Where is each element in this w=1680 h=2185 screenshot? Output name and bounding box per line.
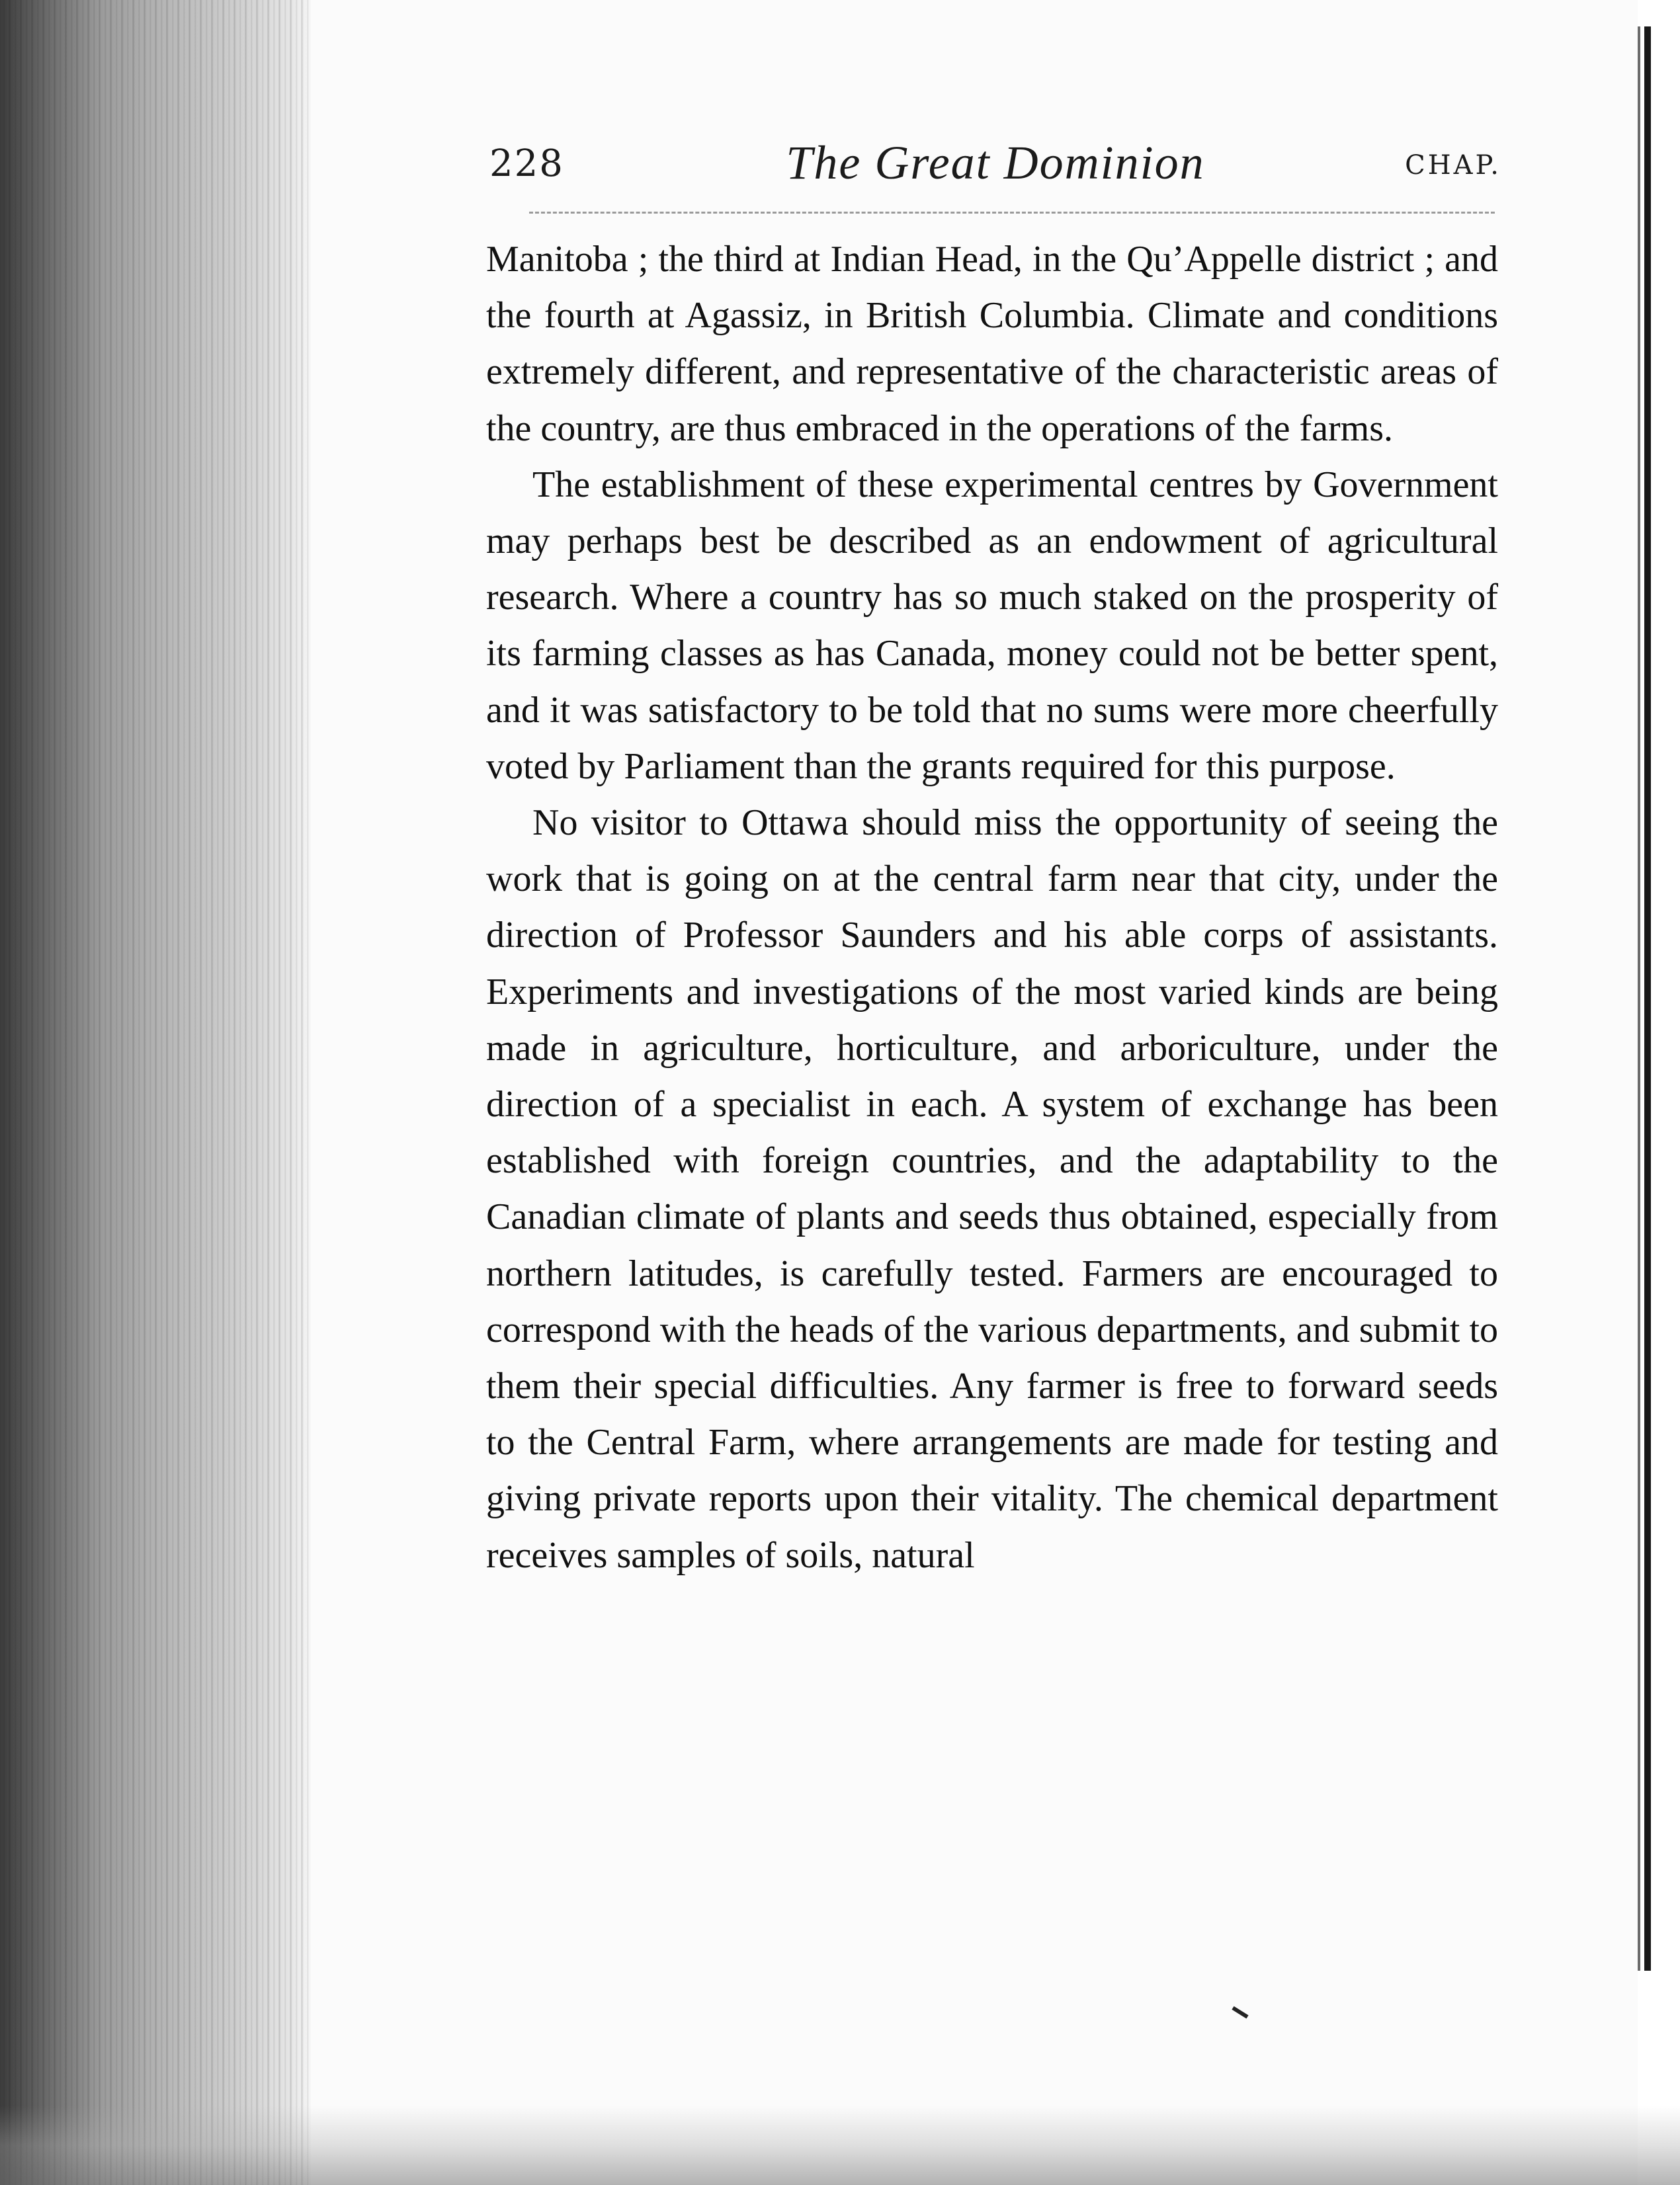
stacked-page-edges — [0, 0, 311, 2185]
book-title: The Great Dominion — [786, 136, 1205, 189]
chapter-label: CHAP. — [1405, 150, 1501, 181]
binding-edge-inner — [1638, 26, 1640, 1971]
paragraph-1: Manitoba ; the third at Indian Head, in the Qu’Appelle district ; and the fourth at Agassiz, in British Columbia. Climate and conditions extremely different, and representative of the characteristic areas of the country, are thus embraced in the operations of the farms. — [486, 239, 1498, 449]
body-text — [486, 231, 1498, 1584]
paragraph-2: The establishment of these experimental centres by Government may perhaps best be described as an endowment of agricultural research. Where a country has so much staked on the prosperity of its farming classes as has Canada, money could not be better spent, and it was satisfactory to be told that no sums were more cheerfully voted by Parliament than the grants required for this purpose. — [486, 464, 1498, 787]
header-rule — [529, 212, 1495, 214]
running-head — [489, 136, 1501, 208]
page-number: 228 — [489, 142, 564, 185]
bottom-page-shadow — [0, 2106, 1680, 2185]
paragraph-3: No visitor to Ottawa should miss the opportunity of seeing the work that is going on at the central farm near that city, under the direction of Professor Saunders and his able corps of assistants. Experiments and investigations of the most varied kinds are being made in agriculture, horticulture, and arboriculture, under the direction of a specialist in each. A system of exchange has been established with foreign countries, and the adaptability to the Canadian climate of plants and seeds thus obtained, especially from northern latitudes, is carefully tested. Farmers are encouraged to correspond with the heads of the various departments, and submit to them their special difficulties. Any farmer is free to forward seeds to the Central Farm, where arrangements are made for testing and giving private reports upon their vitality. The chemical department receives samples of soils, natural — [486, 802, 1498, 1576]
binding-edge — [1644, 26, 1651, 1971]
